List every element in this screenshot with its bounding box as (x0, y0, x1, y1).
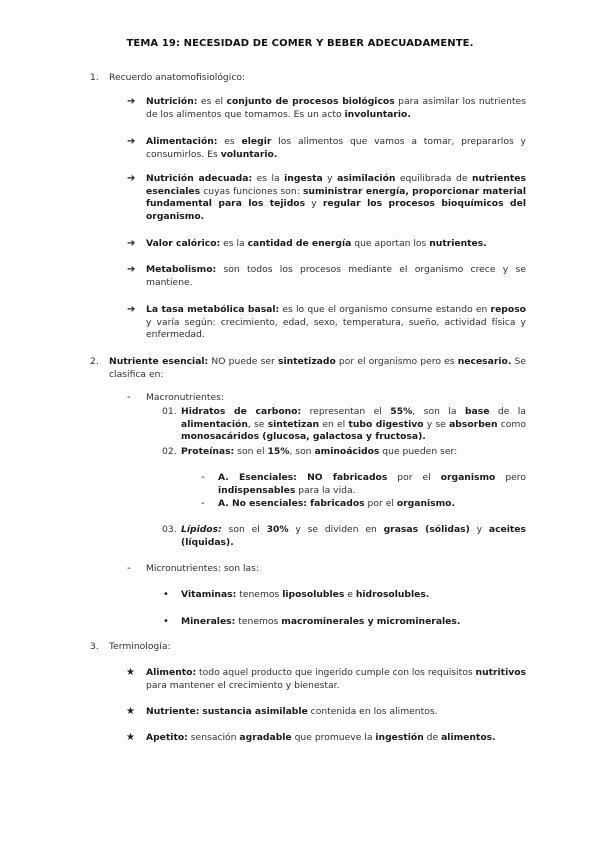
dash-marker: - (201, 498, 205, 509)
arrow-icon: ➔ (127, 96, 136, 107)
page-title: TEMA 19: NECESIDAD DE COMER Y BEBER ADECUADAMENTE. (126, 38, 474, 49)
section-heading: Recuerdo anatomofisiológico: (109, 72, 246, 83)
list-item: Nutrición adecuada: es la ingesta y asimilación equilibrada de nutrientes esenciales cuyas funciones son: suministrar energía, proporcionar material fundamental para los tejidos y regular los procesos bioquímicos del organismo. (146, 173, 527, 222)
star-icon: ★ (126, 706, 135, 717)
list-item: A. Esenciales: NO fabricados por el organismo pero indispensables para la vida. (218, 472, 526, 496)
list-item: A. No esenciales: fabricados por el organismo. (218, 498, 455, 509)
bullet-marker: • (163, 616, 169, 627)
list-item: Valor calórico: es la cantidad de energía que aportan los nutrientes. (146, 238, 487, 249)
section-paragraph: Nutriente esencial: NO puede ser sintetizado por el organismo pero es necesario. Se clasifica en: (109, 356, 526, 380)
list-item: La tasa metabólica basal: es lo que el organismo consume estando en reposo y varía según: crecimiento, edad, sexo, temperatura, sueño, actividad física y enfermedad. (146, 304, 526, 340)
star-icon: ★ (126, 732, 135, 743)
star-icon: ★ (126, 667, 135, 678)
list-item: Proteínas: son el 15%, son aminoácidos que pueden ser: (181, 446, 458, 457)
list-item: Hidratos de carbono: representan el 55%, son la base de la alimentación, se sintetizan en el tubo digestivo y se absorben como monosacáridos (glucosa, galactosa y fructosa). (181, 406, 527, 442)
dash-marker: - (127, 392, 131, 403)
list-item: Nutriente: sustancia asimilable contenida en los alimentos. (146, 706, 438, 717)
dash-marker: - (201, 472, 205, 483)
section-number: 2. (90, 356, 99, 367)
arrow-icon: ➔ (127, 238, 136, 249)
dash-marker: - (127, 563, 131, 574)
bullet-marker: • (163, 589, 169, 600)
list-item: Vitaminas: tenemos liposolubles e hidrosolubles. (181, 589, 430, 600)
list-item: Alimento: todo aquel producto que ingerido cumple con los requisitos nutritivos para mantener el crecimiento y bienestar. (146, 667, 526, 691)
item-number: 01. (162, 406, 177, 417)
arrow-icon: ➔ (127, 264, 136, 275)
list-item: Lípidos: son el 30% y se dividen en grasas (sólidas) y aceites (líquidas). (181, 524, 527, 548)
section-number: 3. (90, 641, 99, 652)
list-item: Minerales: tenemos macrominerales y microminerales. (181, 616, 461, 627)
section-number: 1. (90, 72, 99, 83)
list-item: Alimentación: es elegir los alimentos que vamos a tomar, prepararlos y consumirlos. Es voluntario. (146, 136, 526, 160)
arrow-icon: ➔ (127, 304, 136, 315)
section-heading: Terminología: (109, 641, 171, 652)
item-number: 02. (162, 446, 177, 457)
macronutrients-label: Macronutrientes: (146, 392, 224, 403)
micronutrients-label: Micronutrientes: son las: (146, 563, 260, 574)
list-item: Nutrición: es el conjunto de procesos biológicos para asimilar los nutrientes de los alimentos que tomamos. Es un acto involuntario. (146, 96, 526, 120)
arrow-icon: ➔ (127, 173, 136, 184)
arrow-icon: ➔ (127, 136, 136, 147)
list-item: Metabolismo: son todos los procesos mediante el organismo crece y se mantiene. (146, 264, 526, 288)
item-number: 03. (162, 524, 177, 535)
list-item: Apetito: sensación agradable que promueve la ingestión de alimentos. (146, 732, 496, 743)
